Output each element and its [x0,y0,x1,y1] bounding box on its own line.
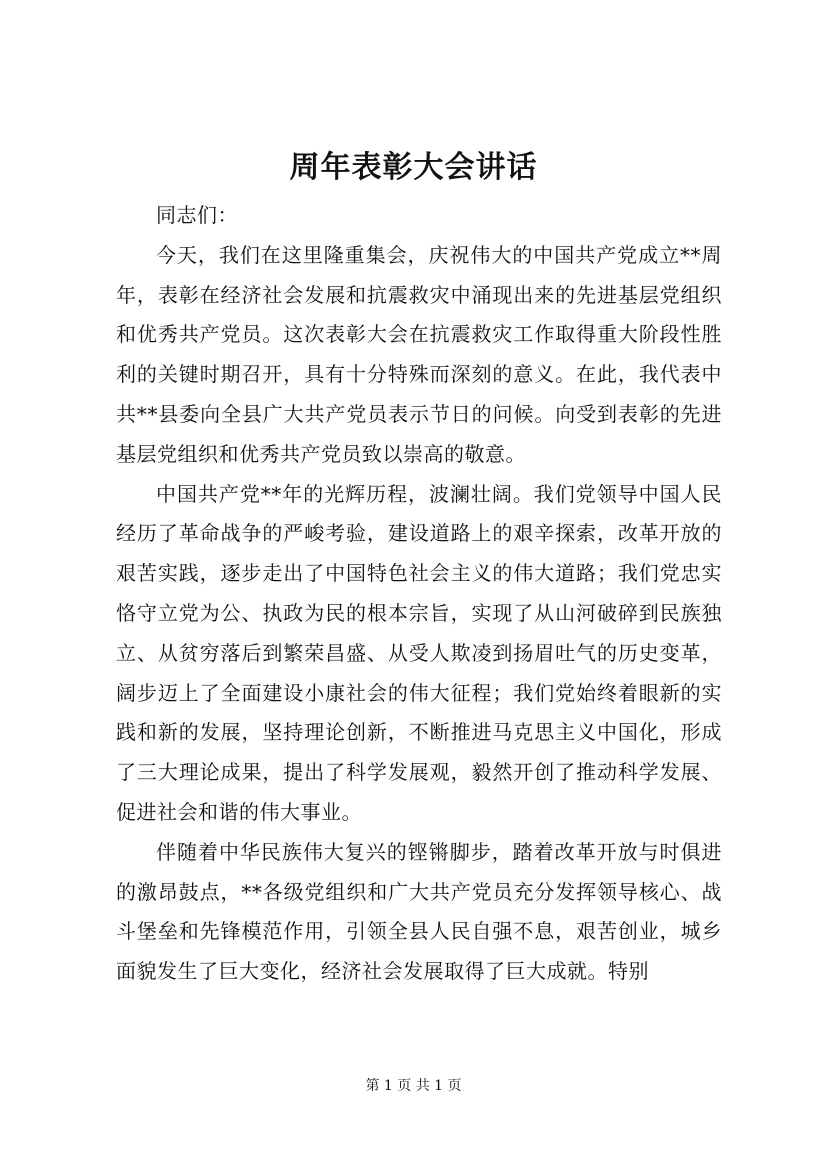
paragraph: 中国共产党**年的光辉历程，波澜壮阔。我们党领导中国人民经历了革命战争的严峻考验，建设道路上的艰辛探索，改革开放的艰苦实践，逐步走出了中国特色社会主义的伟大道路；我们党忠实恪守立党为公、执政为民的根本宗旨，实现了从山河破碎到民族独立、从贫穷落后到繁荣昌盛、从受人欺凌到扬眉吐气的历史变革，阔步迈上了全面建设小康社会的伟大征程；我们党始终着眼新的实践和新的发展，坚持理论创新，不断推进马克思主义中国化，形成了三大理论成果，提出了科学发展观，毅然开创了推动科学发展、促进社会和谐的伟大事业。 [116,481,722,824]
paragraph: 伴随着中华民族伟大复兴的铿锵脚步，踏着改革开放与时俱进的激昂鼓点，**各级党组织和广大共产党员充分发挥领导核心、战斗堡垒和先锋模范作用，引领全县人民自强不息，艰苦创业，城乡面貌发生了巨大变化，经济社会发展取得了巨大成就。特别 [116,839,722,984]
salutation: 同志们： [156,203,238,227]
paragraph: 今天，我们在这里隆重集会，庆祝伟大的中国共产党成立**周年，表彰在经济社会发展和抗震救灾中涌现出来的先进基层党组织和优秀共产党员。这次表彰大会在抗震救灾工作取得重大阶段性胜利的关键时期召开，具有十分特殊而深刻的意义。在此，我代表中共**县委向全县广大共产党员表示节日的问候。向受到表彰的先进基层党组织和优秀共产党员致以崇高的敬意。 [116,242,722,466]
page-footer: 第 1 页 共 1 页 [365,1078,462,1094]
document-body [116,196,722,992]
document-title: 周年表彰大会讲话 [289,150,538,185]
